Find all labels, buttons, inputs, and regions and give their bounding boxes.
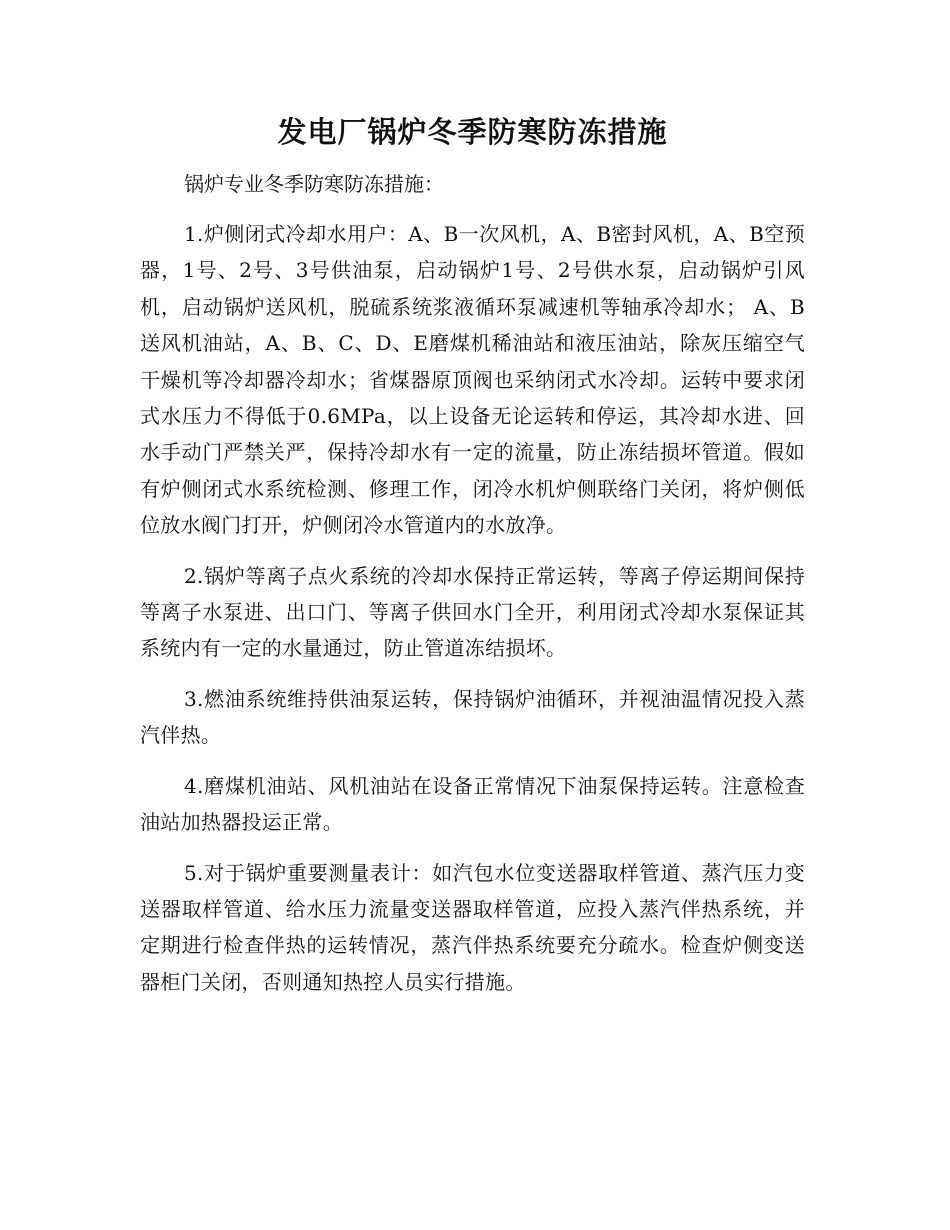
document-title: 发电厂锅炉冬季防寒防冻措施 — [277, 115, 668, 149]
paragraph-2: 2.锅炉等离子点火系统的冷却水保持正常运转，等离子停运期间保持等离子水泵进、出口门、等离子供回水门全开，利用闭式冷却水泵保证其系统内有一定的水量通过，防止管道冻结损坏。 — [140, 563, 805, 661]
paragraph-3: 3.燃油系统维持供油泵运转，保持锅炉油循环，并视油温情况投入蒸汽伴热。 — [140, 686, 805, 748]
paragraph-5: 5.对于锅炉重要测量表计：如汽包水位变送器取样管道、蒸汽压力变送器取样管道、给水压力流量变送器取样管道，应投入蒸汽伴热系统，并定期进行检查伴热的运转情况，蒸汽伴热系统要充分疏水。检查炉侧变送器柜门关闭，否则通知热控人员实行措施。 — [140, 860, 805, 994]
document-page — [140, 0, 805, 1000]
paragraph-1: 1.炉侧闭式冷却水用户：A、B一次风机，A、B密封风机，A、B空预器，1号、2号、3号供油泵，启动锅炉1号、2号供水泵，启动锅炉引风机，启动锅炉送风机，脱硫系统浆液循环泵减速机等轴承冷却水； A、B送风机油站，A、B、C、D、E磨煤机稀油站和液压油站，除灰压缩空气干燥机等冷却器冷却水；省煤器原顶阀也采纳闭式水冷却。运转中要求闭式水压力不得低于0.6MPa，以上设备无论运转和停运，其冷却水进、回水手动门严禁关严，保持冷却水有一定的流量，防止冻结损坏管道。假如有炉侧闭式水系统检测、修理工作，闭冷水机炉侧联络门关闭，将炉侧低位放水阀门打开，炉侧闭冷水管道内的水放净。 — [140, 222, 805, 538]
document-subtitle: 锅炉专业冬季防寒防冻措施： — [184, 172, 444, 196]
paragraph-4: 4.磨煤机油站、风机油站在设备正常情况下油泵保持运转。注意检查油站加热器投运正常。 — [140, 773, 805, 835]
